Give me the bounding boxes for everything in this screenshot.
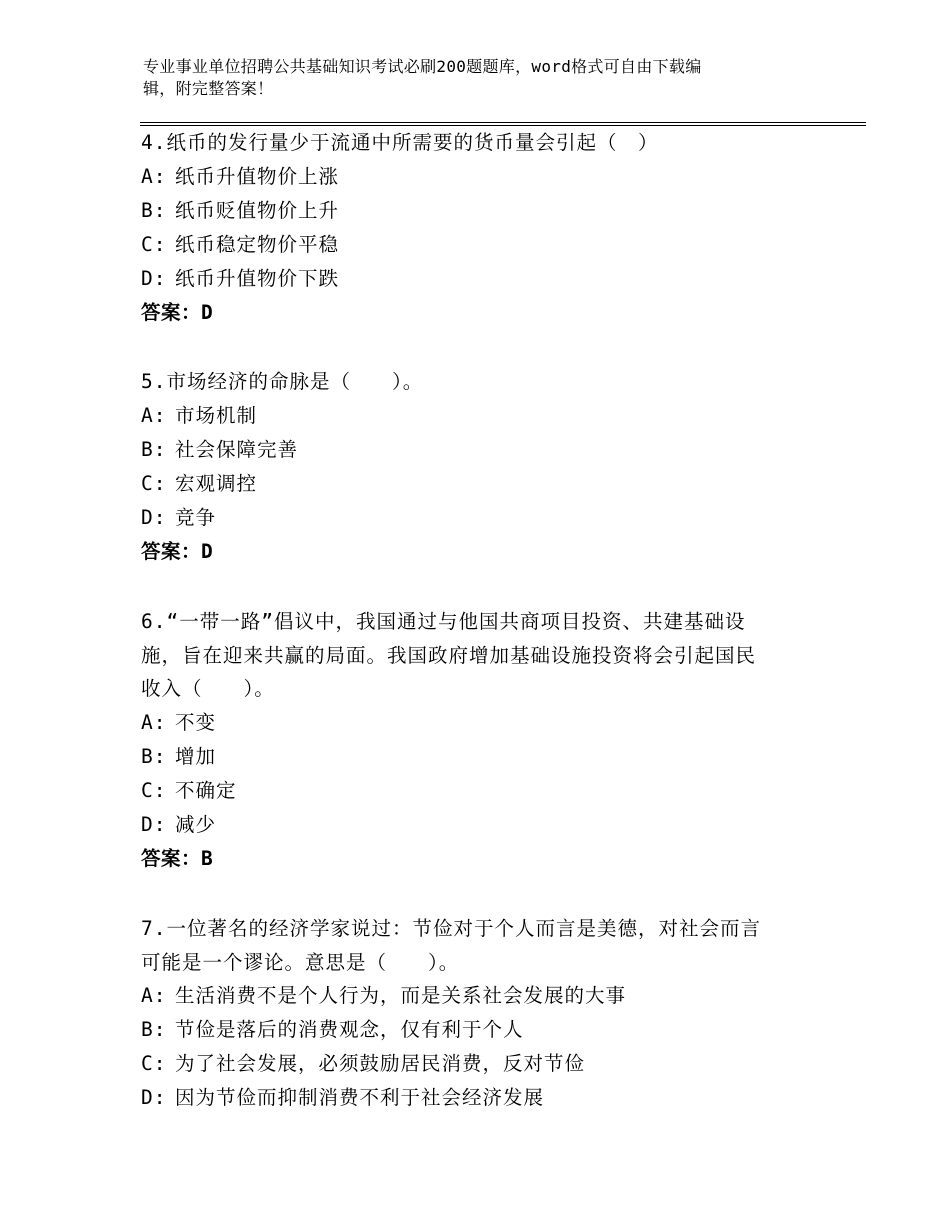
option-d [141,501,821,535]
option-a [141,160,821,194]
question-6 [141,605,821,876]
option-c [141,228,821,262]
header-divider-top [140,122,866,123]
option-key: A: [141,164,167,188]
option-key: C: [141,778,167,802]
answer-label: 答案：B [141,846,214,870]
header-line-2: 辑，附完整答案！ [143,79,274,98]
stem-line: 可能是一个谬论。意思是（ ）。 [141,950,460,974]
option-key: C: [141,471,167,495]
option-d [141,1081,821,1115]
stem-line: 7.一位著名的经济学家说过：节俭对于个人而言是美德，对社会而言 [141,917,761,940]
header-line-1: 专业事业单位招聘公共基础知识考试必刷200题题库，word格式可自由下载编 [143,57,702,76]
option-b [141,1013,821,1047]
question-7 [141,912,821,1115]
option-key: D: [141,812,167,836]
option-a [141,399,821,433]
option-c [141,774,821,808]
option-key: A: [141,403,167,427]
question-stem [141,605,821,706]
option-text: 生活消费不是个人行为，而是关系社会发展的大事 [175,984,627,1007]
answer-label: 答案：D [141,300,214,324]
option-b [141,433,821,467]
question-stem [141,126,821,160]
option-text: 不变 [175,710,217,734]
option-key: D: [141,505,167,529]
option-c [141,467,821,501]
stem-line: 4.纸币的发行量少于流通中所需要的货币量会引起（ ） [141,131,659,154]
question-5 [141,365,821,569]
stem-line: 6.“一带一路”倡议中，我国通过与他国共商项目投资、共建基础设 [141,610,746,633]
option-text: 因为节俭而抑制消费不利于社会经济发展 [175,1086,545,1109]
option-c [141,1047,821,1081]
stem-line: 施，旨在迎来共赢的局面。我国政府增加基础设施投资将会引起国民 [141,643,757,667]
option-text: 社会保障完善 [175,437,299,461]
option-text: 纸币贬值物价上升 [175,198,340,222]
option-text: 减少 [175,812,217,836]
option-key: D: [141,1086,167,1109]
option-text: 竞争 [175,505,217,529]
option-text: 市场机制 [175,403,258,427]
option-text: 纸币升值物价上涨 [175,164,340,188]
option-b [141,194,821,228]
option-key: B: [141,437,167,461]
question-4 [141,126,821,330]
option-key: C: [141,232,167,256]
option-key: B: [141,198,167,222]
option-text: 为了社会发展，必须鼓励居民消费，反对节俭 [175,1052,586,1075]
option-key: B: [141,744,167,768]
stem-line: 5.市场经济的命脉是（ ）。 [141,370,424,393]
option-a [141,979,821,1013]
option-a [141,706,821,740]
option-key: D: [141,266,167,290]
option-text: 增加 [175,744,217,768]
option-text: 纸币稳定物价平稳 [175,232,340,256]
option-key: A: [141,984,167,1007]
option-key: A: [141,710,167,734]
option-text: 纸币升值物价下跌 [175,266,340,290]
option-d [141,262,821,296]
answer-label: 答案：D [141,539,214,563]
document-header [143,56,803,100]
option-text: 宏观调控 [175,471,258,495]
option-key: C: [141,1052,167,1075]
option-key: B: [141,1018,167,1041]
option-text: 不确定 [175,778,237,802]
stem-line: 收入（ ）。 [141,677,275,700]
option-text: 节俭是落后的消费观念，仅有利于个人 [175,1018,524,1041]
option-b [141,740,821,774]
option-d [141,808,821,842]
question-stem [141,365,821,399]
question-stem [141,912,821,979]
